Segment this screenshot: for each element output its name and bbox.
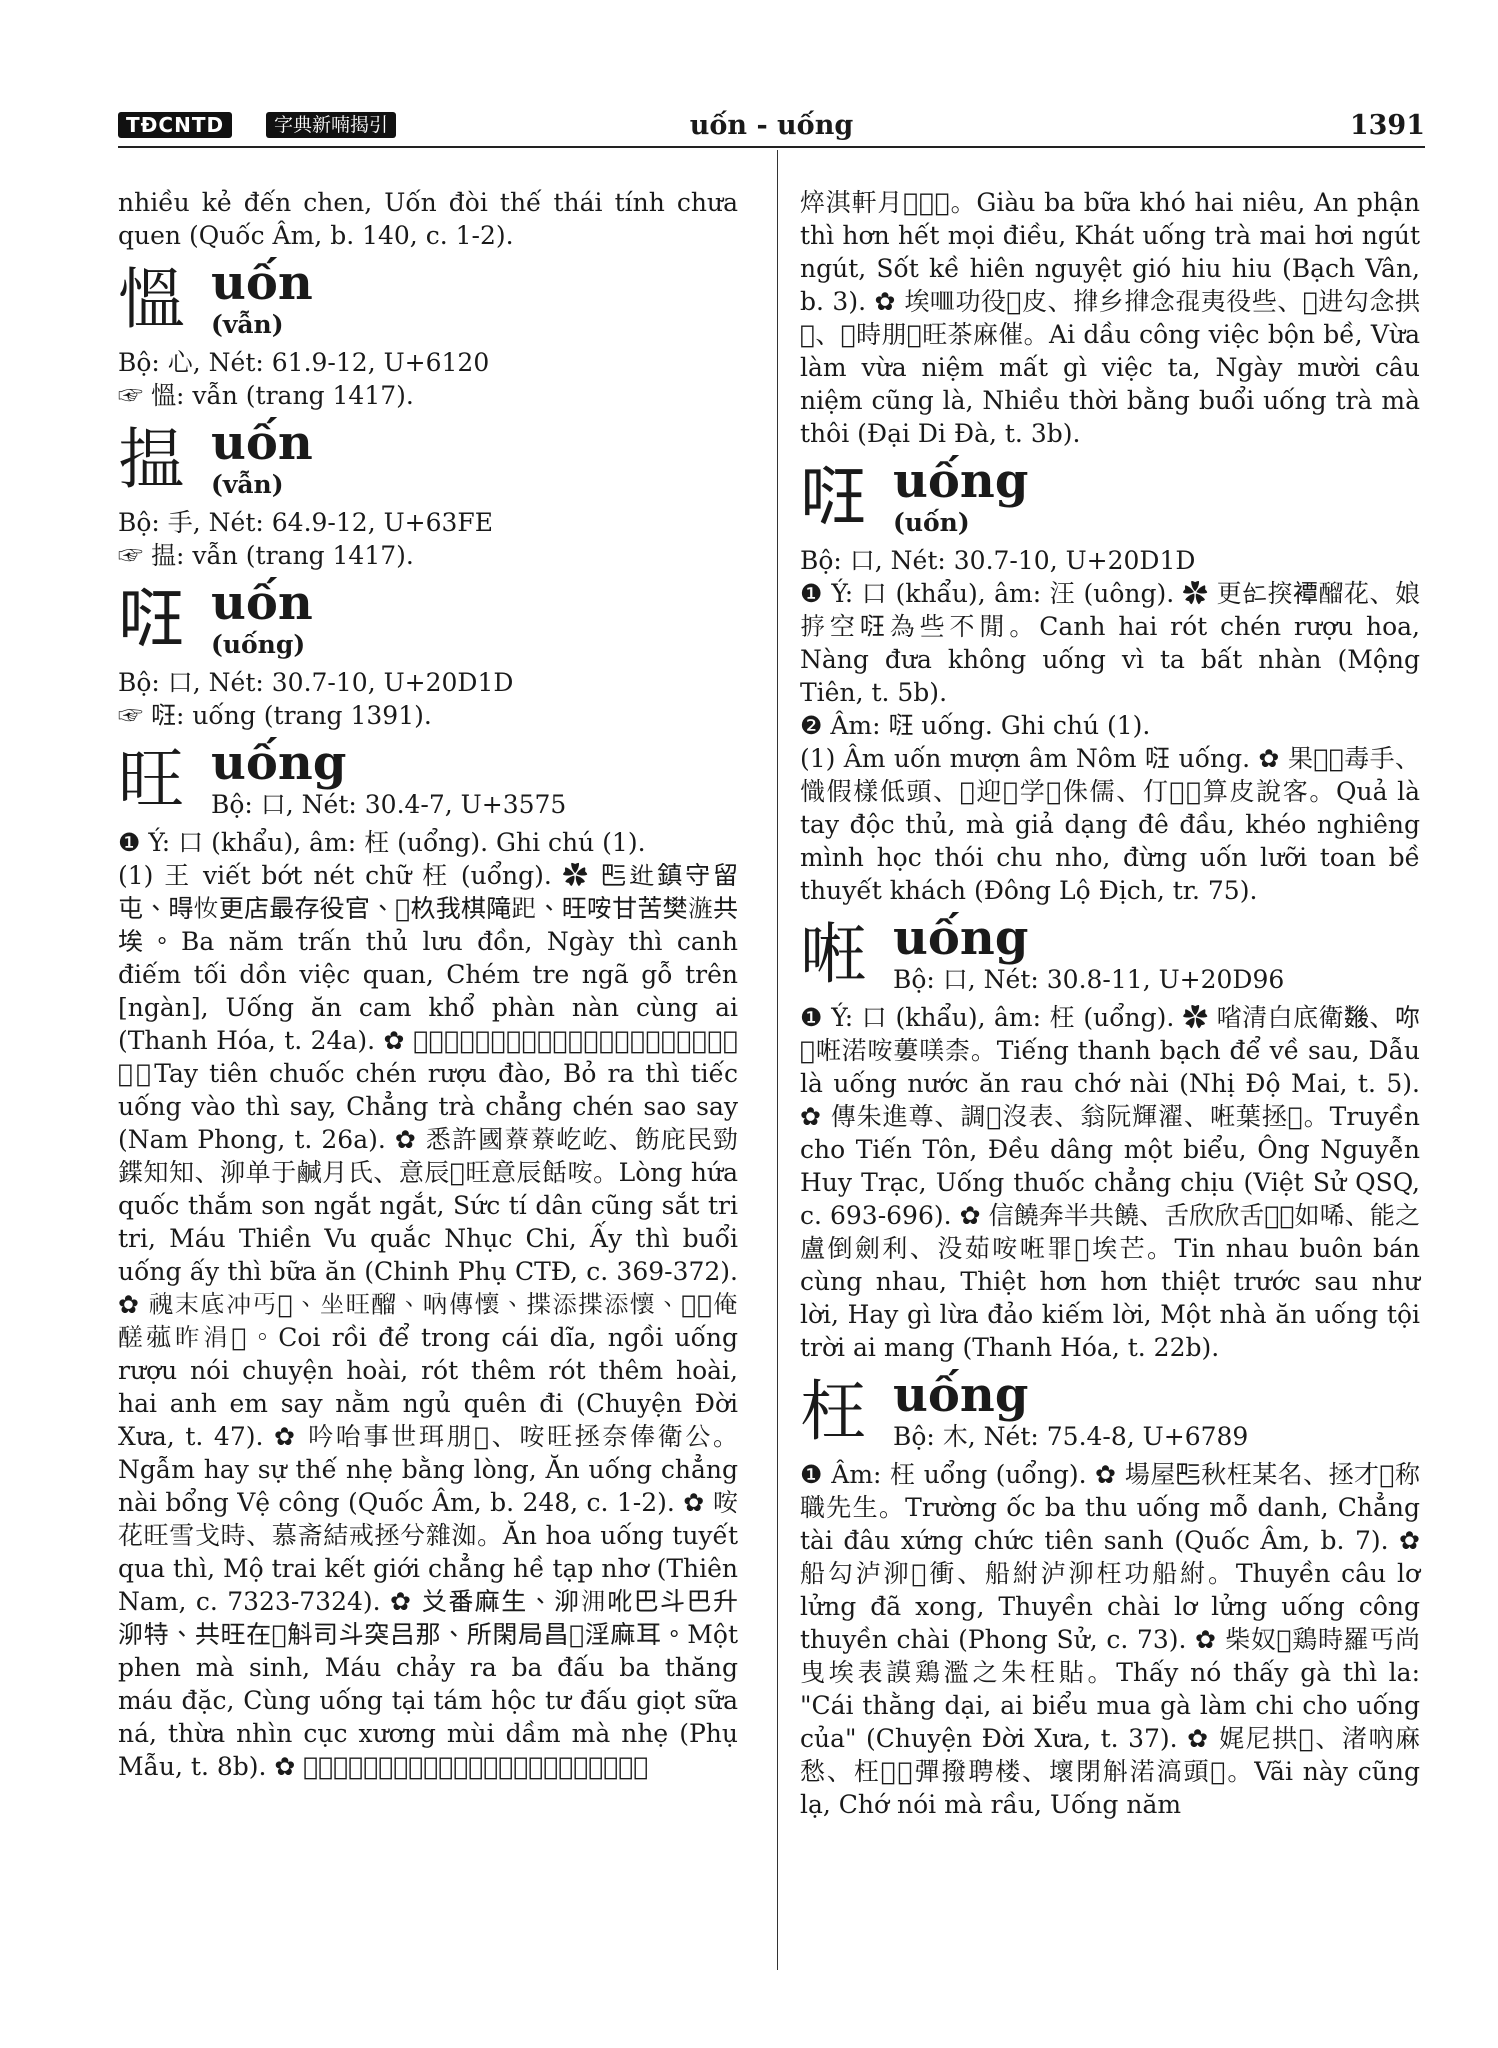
page-number: 1391 [1349,110,1425,141]
entry-uon-3 [118,575,738,666]
entry-sense-1: ❶ Ý: 口 (khẩu), âm: 枉 (uổng). Ghi chú (1). [118,828,646,857]
logo-badge: TĐCNTD [118,112,232,138]
entry-note-body: (1) 王 viết bớt nét chữ 枉 (uổng). ✿ 𠀧𨑮鎮守留屯、𣈜𢖵更店最存役官、𠛣杦我棋𨻫𧿆、旺咹甘苦樊𣻓共埃。Ba năm trấn thủ lưu đồn, Ngày thì canh điếm tối dồn việc quan, Chém tre ngã gỗ trên [ngàn], Uống ăn cam khổ phàn nàn cùng ai (Thanh Hóa, t. 24a). ✿ 𢬣仙祝𧝓𨡎桃、補𤳸辰惜旺𢧚辰醝、庄𣘃庄𧝓牢醝。Tay tiên chuốc chén rượu đào, Bỏ ra thì tiếc uống vào thì say, Chẳng trà chẳng chén sao say (Nam Phong, t. 26a). ✿ 悉許國𦼔𦼔屹屹、飭庇民勁鍱知知、泖单于鹹月氏、意辰𣅶旺意辰餂咹。Lòng hứa quốc thắm son ngắt ngắt, Sức tí dân cũng sắt tri tri, Máu Thiền Vu quắc Nhục Chi, Ấy thì buổi uống ấy thì bữa ăn (Chinh Phụ CTĐ, c. 369-372). ✿ 𩲡末底冲丐𥑂、坐旺𨢇、吶傳懷、揲添揲添懷、𠄩𠑬俺醝𦴉昨涓𢫝。Coi rồi để trong cái dĩa, ngồi uống rượu nói chuyện hoài, rót thêm rót thêm hoài, hai anh em say nằm ngủ quên đi (Chuyện Đời Xưa, t. 47). ✿ 吟咍事世珥朋𢚸、咹旺拯奈俸衛公。Ngẫm hay sự thế nhẹ bằng lòng, Ăn uống chẳng nài bổng Vệ công (Quốc Âm, b. 248, c. 1-2). ✿ 咹花旺雪戈時、慕斋結戒拯兮雜洳。Ăn hoa uống tuyết qua thì, Mộ trai kết giới chẳng hề tạp nhơ (Thiên Nam, c. 7323-7324). ✿ 𠬠番麻生、泖𣳔吪巴斗巴升泖特、共旺在𤈜斛司斗突吕那、所閑局昌𦣰淫麻耳。Một phen mà sinh, Máu chảy ra ba đấu ba thăng máu đặc, Cùng uống tại tám hộc tư đấu giọt sữa ná, thừa nhìn cục xương mùi dầm mà nhẹ (Phụ Mẫu, t. 8b). ✿ 𩛄𠀧餂𩛷𠄩𨤔、安分時欣歇每調、渴旺茶梅唏吼吼、 [118,861,738,1781]
entry-sense-1: ❶ Âm: 枉 uổng (uổng). ✿ 場屋𠀧秋枉某名、拯才𠁑称職先生。Trường ốc ba thu uống mỗ danh, Chẳng tài đâu xứng chức tiên sanh (Quốc Âm, b. 7). ✿ 船勾泸泖𡲈衝、船紨泸泖枉功船紨。Thuyền câu lơ lửng đã xong, Thuyền chài lơ lửng uống công thuyền chài (Phong Sử, c. 73). ✿ 柴奴𧡊鶏時羅丐尚曳埃表謨鶏濫之朱枉貼。Thấy nó thấy gà thì la: "Cái thằng dại, ai biểu mua gà làm chi cho uống của" (Chuyện Đời Xưa, t. 37). ✿ 娓尼拱𨀈、渚吶麻愁、枉𨢇𦃿彈撥聘楼、壞閉斛渃滈頭𩠓。Vãi này cũng lạ, Chớ nói mà rầu, Uống năm [800,1460,1420,1819]
entry-han-char: 𠴝 [118,581,184,658]
entry-reading: (vẫn) [211,310,284,339]
entry-uong-3 [800,910,1420,1001]
entry-sense-1: ❶ Ý: 口 (khẩu), âm: 汪 (uông). ✿ 更𠄩揬𧝓𨢇花、娘𢭸空𠴝為些不閒。Canh hai rót chén rượu hoa, Nàng đưa không uống vì ta bất nhàn (Mộng Tiên, t. 5b). [800,579,1420,707]
entry-headword: uốn [211,255,313,311]
entry-headword: uốn [211,575,313,631]
left-column [118,186,738,1783]
entry-uong-4 [800,1367,1420,1458]
entry-han-char: 慍 [118,261,184,338]
entry-sense-2: ❷ Âm: 𠴝 uống. Ghi chú (1). [800,711,1151,740]
entry-sense-1: ❶ Ý: 口 (khẩu), âm: 枉 (uổng). ✿ 㗂清白底衛𢖖、𠰚𢀨𠶖渃咹蔞𠸍柰。Tiếng thanh bạch để về sau, Dẫu là uống nước ăn rau chớ nài (Nhị Độ Mai, t. 5). ✿ 傳朱進尊、調𠁀沒表、翁阮輝濯、𠶖葉拯𢜞。Truyền cho Tiến Tôn, Đều dâng một biểu, Ông Nguyễn Huy Trạc, Uống thuốc chẳng chịu (Việt Sử QSQ, c. 693-696). ✿ 信饒奔半共饒、舌欣欣舌𥾽𢖖如唏、能之盧倒劍利、没茹咹𠶖罪𡗶埃芒。Tin nhau buôn bán cùng nhau, Thiệt hơn hơn thiệt trước sau như lời, Hay gì lừa đảo kiếm lời, Một nhà ăn uống tội trời ai mang (Thanh Hóa, t. 22b). [800,1003,1420,1362]
entry-headword: uống [211,735,347,791]
column-divider [777,150,778,1970]
entry-reading: (uốn) [893,508,970,537]
entry-uon-2 [118,415,738,506]
entry-uon-1 [118,255,738,346]
entry-han-char: 揾 [118,421,184,498]
entry-reading: (vẫn) [211,470,284,499]
running-title: uốn - uống [689,110,854,141]
entry-headword: uốn [211,415,313,471]
entry-headword: uống [893,453,1029,509]
entry-note: (1) Âm uốn mượn âm Nôm 𠴝 uống. ✿ 果𢀨𢬣毒手、𢡠假樣低頭、𢭸迎𨉟学𧡊侏儒、仃𠴝𠴗算皮說客。Quả là tay độc thủ, mà giả dạng đê đầu, khéo nghiêng mình học thói chu nho, đừng uốn lưỡi toan bề thuyết khách (Đông Lộ Địch, tr. 75). [800,744,1420,905]
entry-han-char: 𠶖 [800,916,866,993]
entry-han-char: 𠴝 [800,459,866,536]
entry-radical-info: Bộ: 口, Nét: 30.8-11, U+20D96 [893,965,1285,994]
entry-radical-info: Bộ: 木, Nét: 75.4-8, U+6789 [893,1422,1249,1451]
entry-cross-ref: ☞ 慍: vẫn (trang 1417). [118,381,414,410]
entry-reading: (uống) [211,630,306,659]
entry-headword: uống [893,1367,1029,1423]
entry-headword: uống [893,910,1029,966]
dictionary-title-badge: 字典新喃揭引 [266,112,396,138]
entry-radical-info: Bộ: 手, Nét: 64.9-12, U+63FE [118,508,494,537]
entry-cross-ref: ☞ 𠴝: uống (trang 1391). [118,701,432,730]
entry-radical-info: Bộ: 口, Nét: 30.4-7, U+3575 [211,790,567,819]
entry-radical-info: Bộ: 口, Nét: 30.7-10, U+20D1D [118,668,514,697]
entry-cross-ref: ☞ 揾: vẫn (trang 1417). [118,541,414,570]
entry-uong-1 [118,735,738,826]
page-header [118,108,1425,146]
entry-uong-2 [800,453,1420,544]
entry-han-char: 旺 [118,741,184,818]
header-rule [118,146,1425,148]
right-column [800,186,1420,1821]
left-intro: nhiều kẻ đến chen, Uốn đòi thế thái tính chưa quen (Quốc Âm, b. 140, c. 1-2). [118,188,738,250]
entry-radical-info: Bộ: 口, Nét: 30.7-10, U+20D1D [800,546,1196,575]
right-intro: 焠淇軒月𧾿𠽋𠽋。Giàu ba bữa khó hai niêu, An phận thì hơn hết mọi điều, Khát uống trà mai hơi ngút ngút, Sốt kề hiên nguyệt gió hiu hiu (Bạch Vân, b. 3). ✿ 埃𠰘功役𢫝皮、𢯰乡𢯰念𡥵夷役些、𣈜进勾念拱𢀨、𤾓時朋𣈜旺茶麻催。Ai dầu công việc bộn bề, Vừa làm vừa niệm mất gì việc ta, Ngày mười câu niệm cũng là, Nhiều thời bằng buổi uống trà mà thôi (Đại Di Đà, t. 3b). [800,188,1420,448]
entry-radical-info: Bộ: 心, Nét: 61.9-12, U+6120 [118,348,490,377]
entry-han-char: 枉 [800,1373,866,1450]
